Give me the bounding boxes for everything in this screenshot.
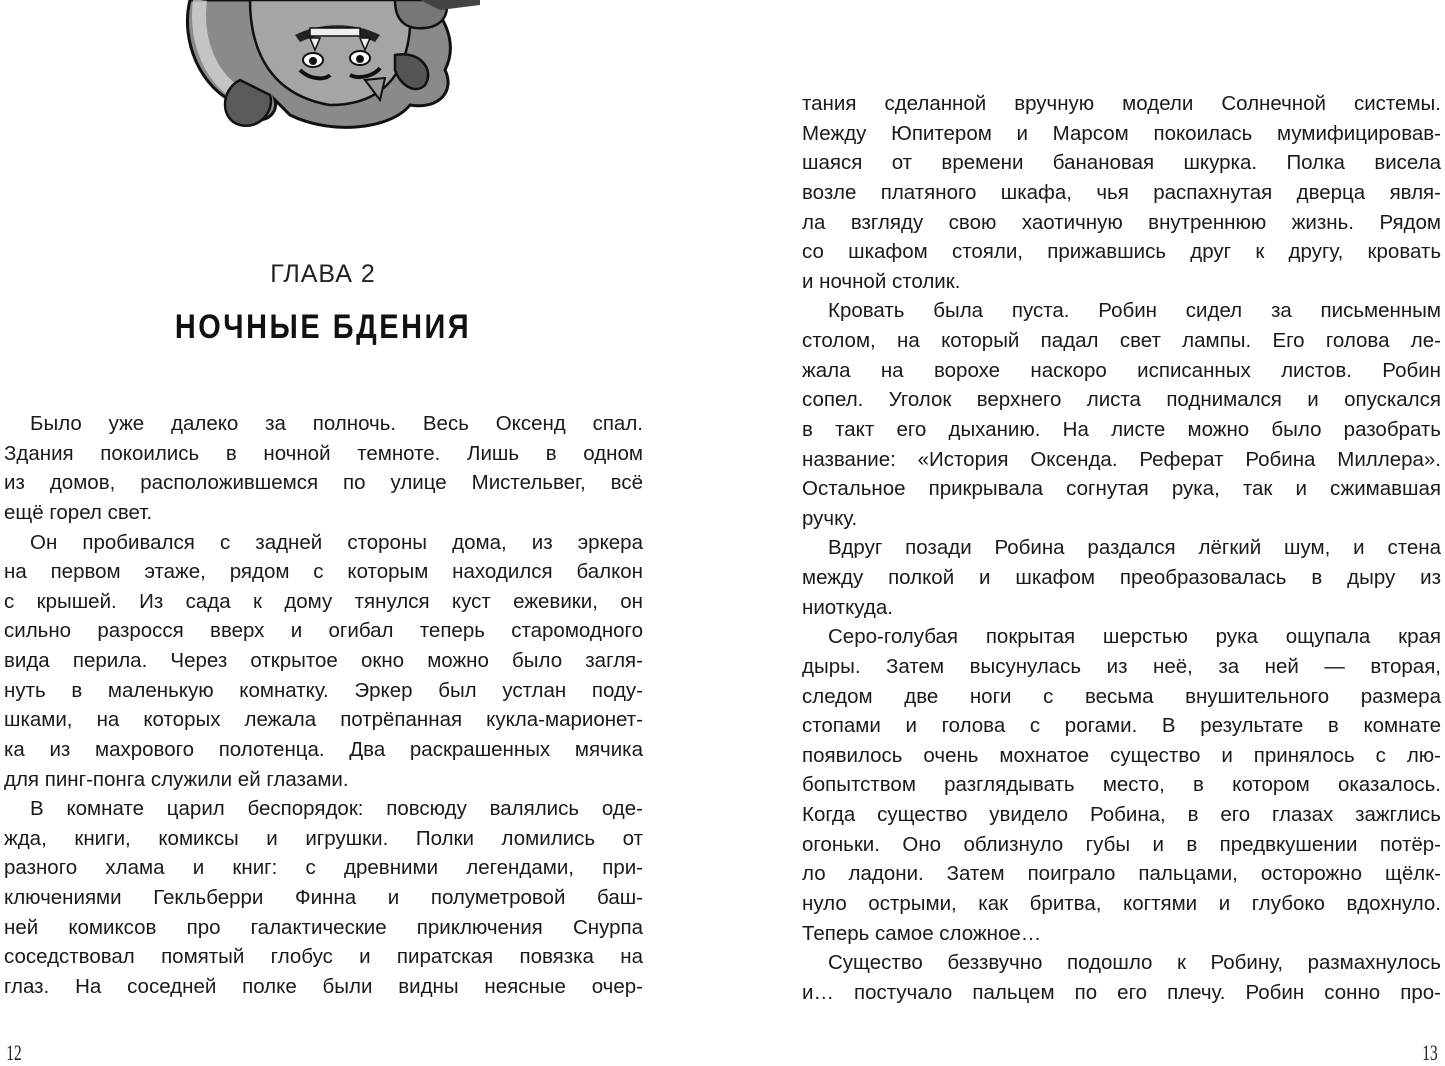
right-page — [722, 0, 1445, 1066]
text-line: Серо-голубая покрытая шерстью рука ощупала края — [828, 625, 1441, 649]
paragraph — [4, 528, 643, 795]
text-line: в такт его дыханию. На листе можно было разобрать — [802, 417, 1441, 441]
text-line: для пинг-понга служили ей глазами. — [4, 767, 349, 791]
text-line: соседствовал помятый глобус и пиратская повязка на — [4, 945, 643, 969]
text-line: Между Юпитером и Марсом покоилась мумифицировав- — [802, 121, 1441, 145]
page-number: 12 — [6, 1040, 22, 1065]
left-page — [0, 0, 722, 1066]
text-line: нуло острыми, как бритва, когтями и глубоко вдохнуло. — [802, 891, 1441, 915]
text-line: между полкой и шкафом преобразовалась в дыру из — [802, 566, 1441, 589]
text-line: В комнате царил беспорядок: повсюду валялись оде- — [30, 797, 643, 821]
text-line: ней комиксов про галактические приключения Снурпа — [4, 915, 643, 939]
text-line: со шкафом стояли, прижавшись друг к другу, кровать — [802, 240, 1441, 264]
text-line: Кровать была пуста. Робин сидел за письменным — [828, 299, 1441, 323]
paragraph — [802, 296, 1441, 533]
text-line: жала на ворохе наскоро исписанных листов. Робин — [802, 358, 1441, 382]
text-line: Вдруг позади Робина раздался лёгкий шум, и стена — [828, 536, 1441, 560]
text-line: следом две ноги с весьма внушительного размера — [802, 684, 1441, 708]
text-line: разного хлама и книг: с древними легендами, при- — [4, 856, 643, 880]
text-line: Было уже далеко за полночь. Весь Оксенд спал. — [30, 412, 643, 435]
chapter-title: НОЧНЫЕ БДЕНИЯ — [174, 308, 472, 346]
text-line: Он пробивался с задней стороны дома, из эркера — [30, 530, 643, 554]
text-line: вида перила. Через открытое окно можно было загля- — [4, 649, 643, 672]
text-line: ниоткуда. — [802, 595, 893, 619]
text-line: столом, на который падал свет лампы. Его голова ле- — [802, 329, 1441, 352]
text-line: Здания покоились в ночной темноте. Лишь в одном — [4, 441, 643, 465]
text-line: ла взгляду свою хаотичную внутреннюю жизнь. Рядом — [802, 210, 1441, 234]
text-line: шками, на которых лежала потрёпанная кукла-марионет- — [4, 708, 643, 732]
paragraph — [802, 948, 1441, 1007]
text-line: Остальное прикрывала согнутая рука, так и сжимавшая — [802, 477, 1441, 501]
paragraph — [802, 533, 1441, 622]
text-line: тания сделанной вручную модели Солнечной системы. — [802, 92, 1441, 115]
text-line: жда, книги, комиксы и игрушки. Полки ломились от — [4, 826, 643, 850]
text-line: из домов, расположившемся по улице Мистельвег, всё — [4, 471, 643, 495]
page-number: 13 — [1422, 1040, 1438, 1065]
text-line: сопел. Уголок верхнего листа поднимался и опускался — [802, 388, 1441, 412]
text-line: бопытством разглядывать место, в котором оказалось. — [802, 773, 1441, 797]
text-line: ка из махрового полотенца. Два раскрашенных мячика — [4, 737, 643, 761]
text-line: с крышей. Из сада к дому тянулся куст ежевики, он — [4, 589, 643, 613]
text-line: название: «История Оксенда. Реферат Робина Миллера». — [802, 447, 1441, 471]
text-line: появилось очень мохнатое существо и принялось с лю- — [802, 743, 1441, 767]
text-line: на первом этаже, рядом с которым находился балкон — [4, 560, 643, 584]
text-line: нуть в маленькую комнатку. Эркер был устлан поду- — [4, 678, 643, 702]
text-line: и… постучало пальцем по его плечу. Робин сонно про- — [802, 980, 1441, 1004]
text-line: Когда существо увидело Робина, в его глазах зажглись — [802, 803, 1441, 826]
text-line: шаяся от времени банановая шкурка. Полка висела — [802, 151, 1441, 175]
paragraph — [4, 794, 643, 1001]
text-line: Существо беззвучно подошло к Робину, размахнулось — [828, 951, 1441, 975]
text-line: глаз. На соседней полке были видны неясные очер- — [4, 974, 643, 998]
text-line: ло ладони. Затем поиграло пальцами, осторожно щёлк- — [802, 862, 1441, 886]
text-line: дыры. Затем высунулась из неё, за ней — вторая, — [802, 654, 1441, 678]
monster-illustration — [180, 0, 480, 140]
text-line: возле платяного шкафа, чья распахнутая дверца явля- — [802, 180, 1441, 204]
text-line: стопами и голова с рогами. В результате в комнате — [802, 714, 1441, 738]
body-text — [4, 409, 643, 1002]
body-text — [802, 89, 1441, 1007]
text-line: ключениями Гекльберри Финна и полуметровой баш- — [4, 886, 643, 909]
text-line: ручку. — [802, 506, 858, 530]
paragraph — [4, 409, 643, 528]
paragraph — [802, 89, 1441, 296]
text-line: и ночной столик. — [802, 269, 961, 293]
paragraph — [802, 622, 1441, 948]
text-line: сильно разросся вверх и огибал теперь старомодного — [4, 619, 643, 643]
text-line: Теперь самое сложное… — [802, 921, 1042, 945]
text-line: ещё горел свет. — [4, 500, 153, 524]
chapter-label: ГЛАВА 2 — [270, 260, 376, 288]
text-line: огоньки. Оно облизнуло губы и в предвкушении потёр- — [802, 832, 1441, 856]
